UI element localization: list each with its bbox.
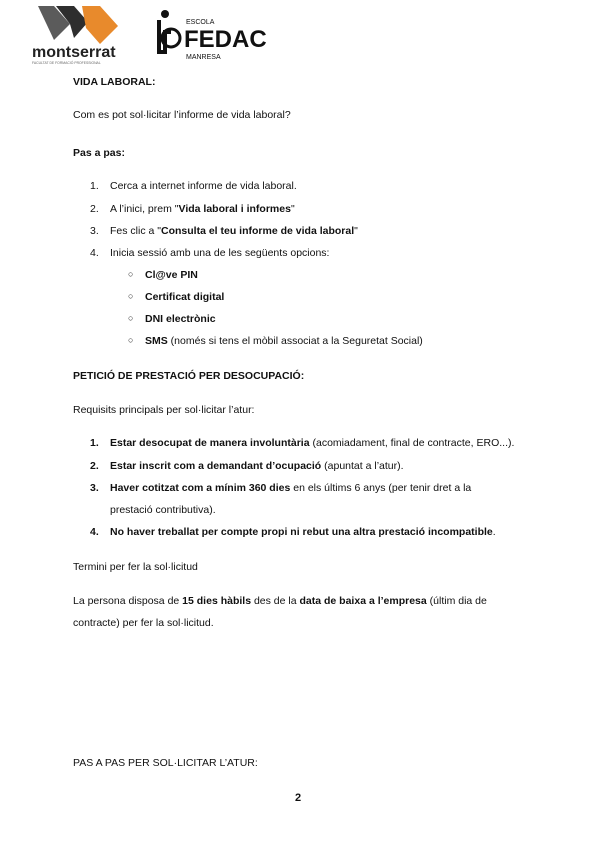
term-paragraph: La persona disposa de 15 dies hàbils des de la data de baixa a l’empresa (últim dia de (73, 595, 487, 607)
svg-text:FEDAC: FEDAC (184, 26, 267, 53)
svg-text:FACULTAT DE FORMACIÓ PROFESSIO: FACULTAT DE FORMACIÓ PROFESSIONAL (32, 61, 101, 65)
svg-text:montserrat: montserrat (32, 44, 116, 61)
question-text: Com es pot sol·licitar l’informe de vida laboral? (73, 109, 291, 121)
steps-title: Pas a pas: (73, 147, 125, 159)
section-title-prestacio: PETICIÓ DE PRESTACIÓ PER DESOCUPACIÓ: (73, 370, 305, 382)
montserrat-logo (30, 6, 130, 66)
fedac-logo (156, 6, 278, 62)
page-number: 2 (295, 792, 302, 804)
term-title: Termini per fer la sol·licitud (73, 561, 198, 573)
requirement-continuation: prestació contributiva). (110, 504, 216, 516)
section-title-vida-laboral: VIDA LABORAL: (73, 76, 156, 88)
term-paragraph-line2: contracte) per fer la sol·licitud. (73, 617, 214, 629)
requirements-intro: Requisits principals per sol·licitar l’atur: (73, 404, 255, 416)
svg-text:MANRESA: MANRESA (186, 54, 221, 61)
section-title-pas-a-pas: PAS A PAS PER SOL·LICITAR L’ATUR: (73, 757, 258, 769)
svg-text:ESCOLA: ESCOLA (186, 19, 215, 26)
